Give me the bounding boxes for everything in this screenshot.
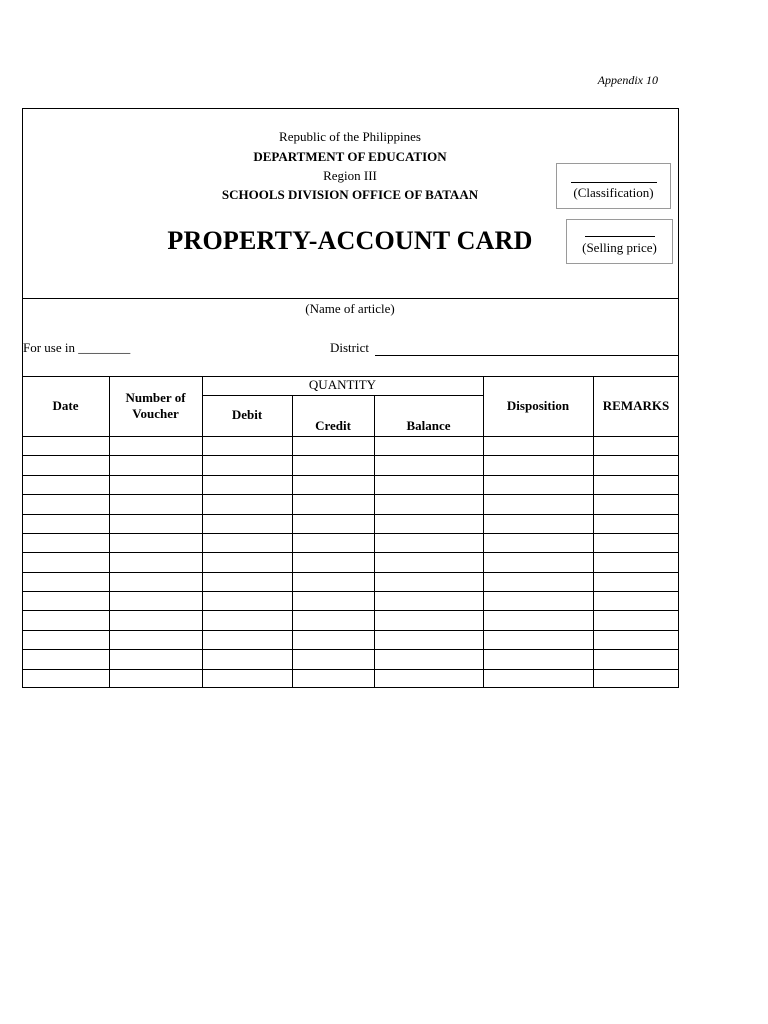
table-row — [22, 649, 679, 650]
disposition-header: Disposition — [506, 398, 570, 413]
column-line-remarks — [593, 376, 594, 688]
table-row — [22, 436, 679, 437]
district-blank-line — [375, 355, 679, 356]
table-row — [22, 630, 679, 631]
voucher-header — [109, 390, 202, 422]
balance-header: Balance — [406, 418, 451, 433]
table-row — [22, 669, 679, 670]
column-line-debit — [202, 376, 203, 688]
classification-box — [556, 163, 671, 209]
table-row — [22, 572, 679, 573]
column-line-balance — [374, 395, 375, 688]
republic-text: Republic of the Philippines — [279, 129, 421, 144]
region-text: Region III — [323, 168, 377, 183]
column-line-disposition — [483, 376, 484, 688]
column-line-credit — [292, 395, 293, 688]
header-divider — [22, 298, 679, 299]
classification-blank-line — [571, 182, 657, 183]
table-row — [22, 533, 679, 534]
debit-header: Debit — [231, 407, 263, 422]
division-text: SCHOOLS DIVISION OFFICE OF BATAAN — [221, 187, 479, 202]
credit-header: Credit — [315, 418, 351, 433]
appendix-label: Appendix 10 — [597, 73, 658, 87]
table-row — [22, 514, 679, 515]
selling-price-label: (Selling price) — [582, 240, 657, 255]
voucher-header-line2: Voucher — [132, 406, 179, 421]
date-header: Date — [52, 398, 79, 413]
page-title: PROPERTY-ACCOUNT CARD — [167, 226, 533, 255]
table-row — [22, 455, 679, 456]
voucher-header-line1: Number of — [125, 390, 186, 405]
for-use-in-label: For use in ________ — [23, 340, 131, 355]
table-row — [22, 552, 679, 553]
table-row — [22, 591, 679, 592]
table-row — [22, 475, 679, 476]
district-label: District — [330, 340, 369, 355]
classification-label: (Classification) — [573, 185, 654, 200]
column-line-voucher — [109, 376, 110, 688]
selling-price-box — [566, 219, 673, 264]
name-of-article-label: (Name of article) — [305, 301, 395, 316]
selling-price-blank-line — [585, 236, 655, 237]
remarks-header: REMARKS — [602, 398, 670, 413]
table-row — [22, 494, 679, 495]
quantity-subdivider — [202, 395, 483, 396]
table-row — [22, 610, 679, 611]
quantity-header: QUANTITY — [308, 377, 377, 392]
department-text: DEPARTMENT OF EDUCATION — [253, 149, 447, 164]
